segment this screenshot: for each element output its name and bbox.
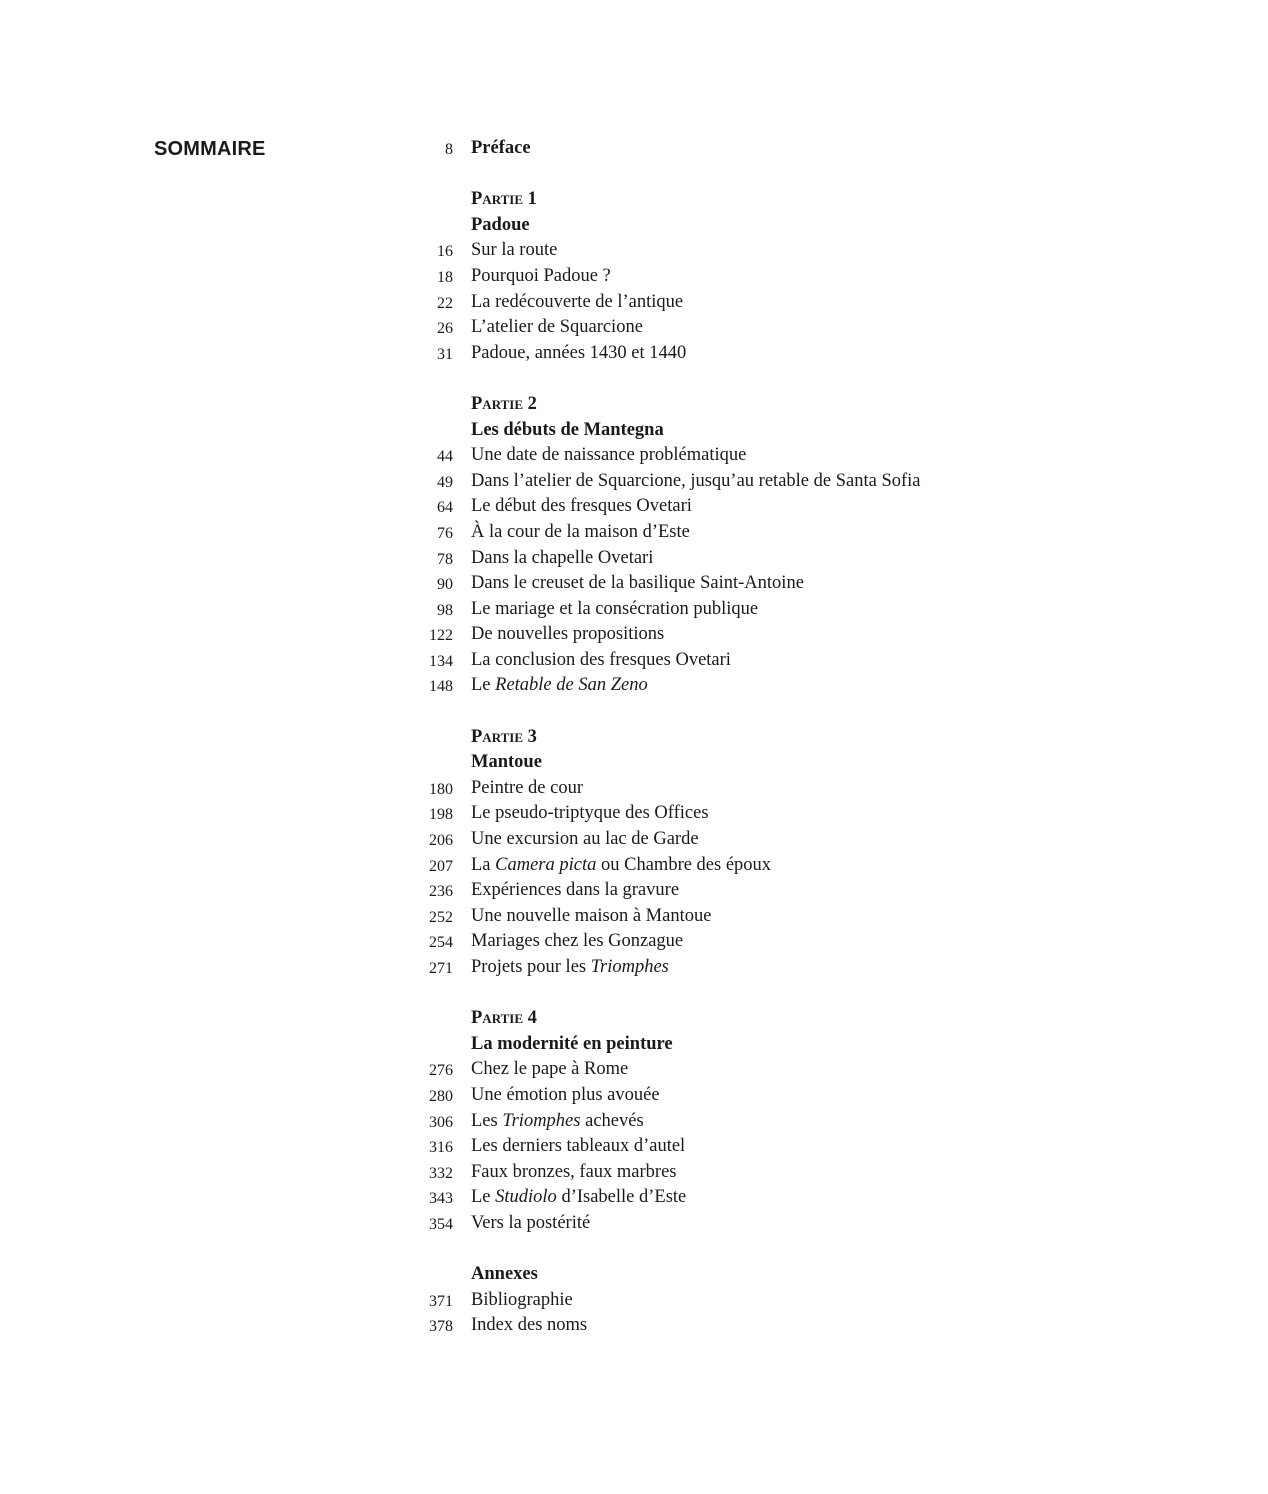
page-number: 354 [429, 1215, 453, 1233]
page-number: 280 [429, 1087, 453, 1105]
section-gap [0, 1237, 1268, 1263]
entry-title: Faux bronzes, faux marbres [471, 1161, 677, 1182]
page-number: 22 [437, 294, 453, 312]
entry-title: Le mariage et la consécration publique [471, 598, 759, 619]
entry-title: Index des noms [471, 1315, 588, 1336]
entry-title-italic: Camera picta [495, 854, 597, 875]
entry-title-prefix: Le [471, 675, 496, 696]
page-number: 134 [429, 652, 453, 670]
entry-title: Chez le pape à Rome [471, 1059, 629, 1080]
toc-entry[interactable] [0, 853, 1268, 879]
entry-title-italic: Retable de San Zeno [495, 675, 648, 696]
page-number: 180 [429, 780, 453, 798]
entry-title: Bibliographie [471, 1289, 573, 1310]
entry-title-suffix: d’Isabelle d’Este [556, 1187, 687, 1208]
toc-entry[interactable] [0, 494, 1268, 520]
toc-entry[interactable] [0, 1185, 1268, 1211]
part-label-text: Partie 4 [471, 1008, 537, 1029]
entry-title-suffix: ou Chambre des époux [596, 854, 772, 875]
entry-title-italic: Triomphes [590, 957, 669, 977]
toc-entry[interactable] [0, 238, 1268, 264]
page-number: 271 [429, 960, 453, 977]
part-label [0, 725, 1268, 751]
entry-title: Dans la chapelle Ovetari [471, 547, 654, 568]
toc-entry[interactable] [0, 469, 1268, 495]
toc-entry[interactable] [0, 776, 1268, 802]
entry-title: Pourquoi Padoue ? [471, 265, 611, 286]
annexes-title [0, 1262, 1268, 1288]
toc-entry[interactable] [0, 1134, 1268, 1160]
page-title: SOMMAIRE [154, 138, 266, 160]
page-number: 98 [437, 601, 453, 619]
toc-entry[interactable] [0, 290, 1268, 316]
section-gap [0, 366, 1268, 392]
toc-entry[interactable] [0, 1211, 1268, 1237]
entry-title: Le début des fresques Ovetari [471, 496, 692, 517]
entry-title: Padoue, années 1430 et 1440 [471, 342, 687, 363]
page-number: 78 [437, 550, 453, 568]
toc-entry[interactable] [0, 955, 1268, 981]
entry-title: Une date de naissance problématique [471, 445, 747, 466]
entry-title-prefix: Projets pour les [471, 957, 591, 977]
toc-entry[interactable] [0, 801, 1268, 827]
entry-title: Une excursion au lac de Garde [471, 829, 699, 850]
page-number: 16 [437, 243, 453, 261]
toc-entry[interactable] [0, 443, 1268, 469]
entry-title: Dans le creuset de la basilique Saint-Antoine [471, 573, 804, 594]
entry-title-prefix: Le [471, 1187, 496, 1208]
entry-title: Le pseudo-triptyque des Offices [471, 803, 709, 824]
entry-title: Les derniers tableaux d’autel [471, 1136, 686, 1157]
entry-title: La redécouverte de l’antique [471, 291, 684, 312]
part-title-text: Les débuts de Mantegna [471, 419, 664, 440]
entry-title: Dans l’atelier de Squarcione, jusqu’au retable de Santa Sofia [471, 470, 921, 491]
page-number: 26 [437, 320, 453, 338]
page-number: 207 [429, 857, 453, 875]
part-title-text: Mantoue [471, 752, 542, 773]
part-title [0, 1032, 1268, 1058]
page-number: 306 [429, 1113, 453, 1131]
section-gap [0, 981, 1268, 1007]
entry-title: Préface [471, 138, 531, 158]
toc-entry[interactable] [0, 264, 1268, 290]
section-gap [0, 699, 1268, 725]
toc-entry[interactable] [0, 341, 1268, 367]
toc-entry[interactable] [0, 878, 1268, 904]
toc-entry[interactable] [0, 622, 1268, 648]
part-label [0, 392, 1268, 418]
entry-title [471, 1185, 686, 1211]
part-title [0, 213, 1268, 239]
page-number: 90 [437, 576, 453, 594]
page-number: 148 [429, 678, 453, 696]
part-label [0, 187, 1268, 213]
toc-entry[interactable] [0, 546, 1268, 572]
page-number: 371 [429, 1292, 453, 1310]
part-title-text: La modernité en peinture [471, 1033, 673, 1054]
toc-entry-preface[interactable] [0, 136, 1268, 162]
entry-title-suffix: achevés [580, 1110, 644, 1131]
toc-entry[interactable] [0, 1083, 1268, 1109]
page-number: 18 [437, 268, 453, 286]
entry-title: Mariages chez les Gonzague [471, 931, 684, 952]
toc-entry[interactable] [0, 1313, 1268, 1339]
entry-title: Peintre de cour [471, 777, 583, 798]
page-number: 236 [429, 883, 453, 901]
part-label-text: Partie 2 [471, 393, 537, 414]
entry-title: À la cour de la maison d’Este [471, 521, 690, 542]
page-number: 76 [437, 524, 453, 542]
part-label-text: Partie 1 [471, 189, 537, 210]
toc-entry[interactable] [0, 520, 1268, 546]
entry-title [471, 673, 648, 699]
entry-title: Expériences dans la gravure [471, 880, 680, 901]
page-number: 276 [429, 1062, 453, 1080]
table-of-contents [0, 136, 1268, 1339]
entry-title: La conclusion des fresques Ovetari [471, 649, 731, 670]
page-number: 122 [429, 627, 453, 645]
page-number: 198 [429, 806, 453, 824]
part-label [0, 1006, 1268, 1032]
entry-title: De nouvelles propositions [471, 624, 665, 645]
toc-entry[interactable] [0, 597, 1268, 623]
page-number: 343 [429, 1190, 453, 1208]
entry-title [471, 853, 771, 879]
toc-entry[interactable] [0, 904, 1268, 930]
toc-entry[interactable] [0, 315, 1268, 341]
page-number: 332 [429, 1164, 453, 1182]
toc-entry[interactable] [0, 1288, 1268, 1314]
page-number: 64 [437, 499, 453, 517]
entry-title-prefix: Les [471, 1110, 503, 1131]
entry-title: Vers la postérité [471, 1212, 591, 1233]
entry-title-italic: Triomphes [502, 1110, 581, 1131]
page-number: 316 [429, 1139, 453, 1157]
entry-title-italic: Studiolo [495, 1187, 557, 1208]
toc-entry[interactable] [0, 1160, 1268, 1186]
page-number: 206 [429, 832, 453, 850]
page-number: 378 [429, 1318, 453, 1336]
annexes-title-text: Annexes [471, 1264, 538, 1285]
entry-title: Une nouvelle maison à Mantoue [471, 905, 712, 926]
part-title-text: Padoue [471, 214, 530, 235]
toc-entry[interactable] [0, 929, 1268, 955]
toc-entry[interactable] [0, 1057, 1268, 1083]
page-number: 44 [437, 448, 453, 466]
part-title [0, 418, 1268, 444]
toc-entry[interactable] [0, 648, 1268, 674]
toc-entry[interactable] [0, 1109, 1268, 1135]
entry-title-prefix: La [471, 854, 496, 875]
entry-title: Une émotion plus avouée [471, 1084, 660, 1105]
page-number: 252 [429, 908, 453, 926]
toc-entry[interactable] [0, 827, 1268, 853]
page-number: 49 [437, 473, 453, 491]
page-number: 31 [437, 345, 453, 363]
toc-entry[interactable] [0, 673, 1268, 699]
entry-title: Sur la route [471, 240, 558, 261]
part-title [0, 750, 1268, 776]
entry-title [471, 1109, 644, 1135]
entry-title: L’atelier de Squarcione [471, 317, 643, 338]
part-label-text: Partie 3 [471, 726, 537, 747]
section-gap [0, 162, 1268, 188]
page-number: 254 [429, 934, 453, 952]
toc-entry[interactable] [0, 571, 1268, 597]
entry-title [471, 955, 669, 981]
page-number: 8 [445, 141, 453, 158]
